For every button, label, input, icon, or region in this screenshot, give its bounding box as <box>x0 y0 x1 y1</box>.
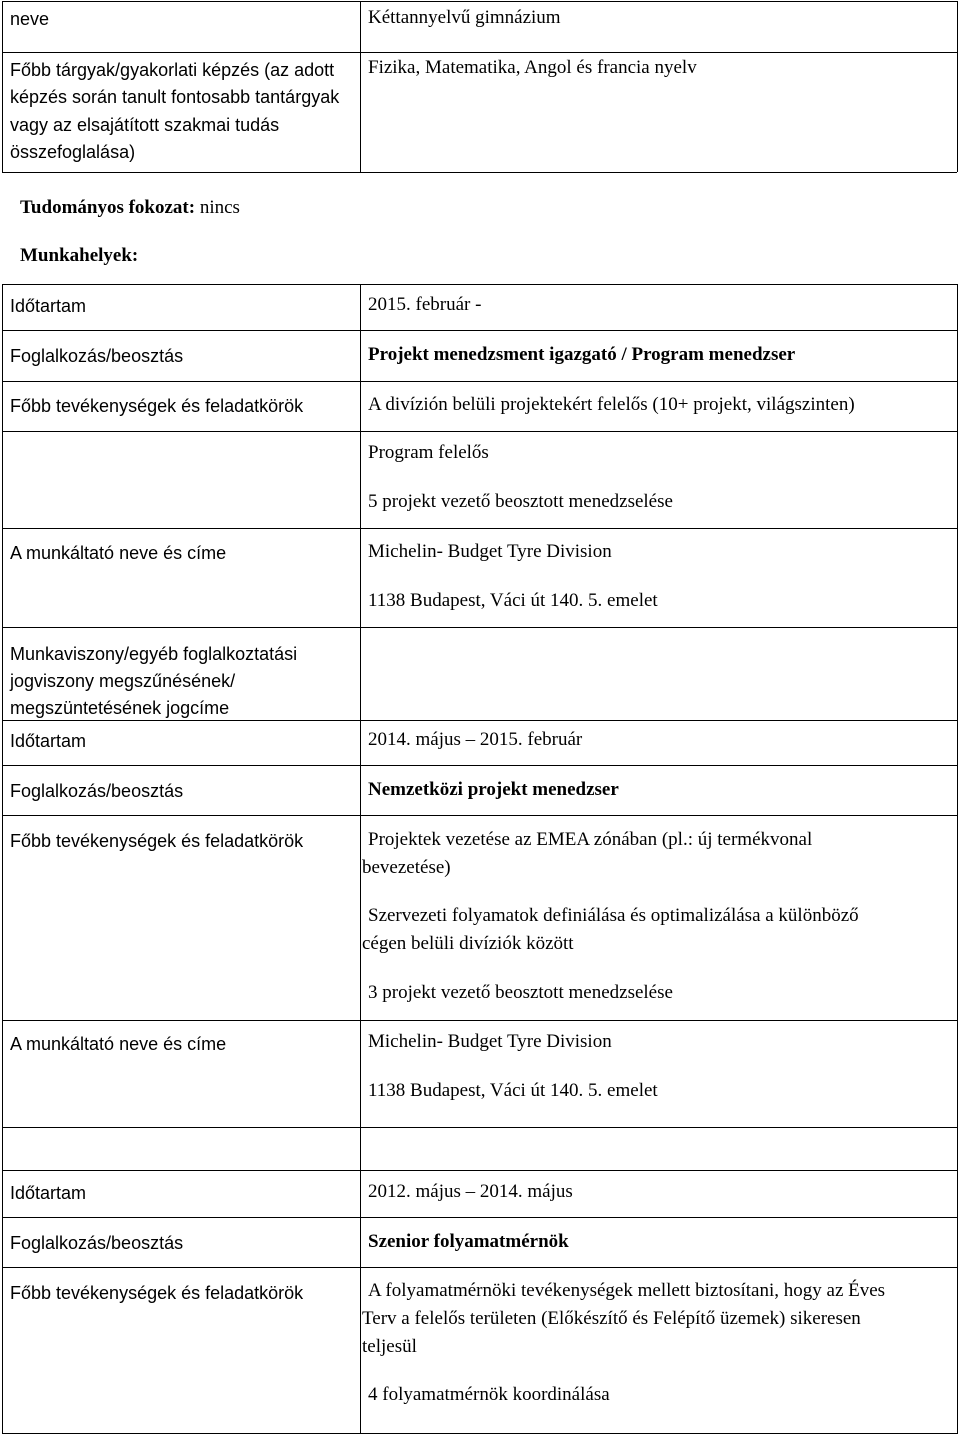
activity-item: A divízión belüli projektekért felelős (10+ projekt, világszinten) <box>368 394 855 415</box>
edu-name-label: neve <box>10 9 50 29</box>
position-label: Foglalkozás/beosztás <box>10 1233 184 1253</box>
employer-label: A munkáltató neve és címe <box>10 1034 227 1054</box>
position-label: Foglalkozás/beosztás <box>10 346 184 366</box>
activity-item: 3 projekt vezető beosztott menedzselése <box>368 982 673 1003</box>
activity-item: Program felelős <box>368 442 489 463</box>
employer-name: Michelin- Budget Tyre Division <box>368 1031 612 1052</box>
duration-value: 2014. május – 2015. február <box>368 729 583 750</box>
degree-value: nincs <box>199 197 240 218</box>
position-value: Nemzetközi projekt menedzser <box>368 779 619 800</box>
activities-label: Főbb tevékenységek és feladatkörök <box>10 1283 304 1303</box>
activity-item: 4 folyamatmérnök koordinálása <box>368 1384 610 1405</box>
employer-address: 1138 Budapest, Váci út 140. 5. emelet <box>368 590 658 611</box>
position-value: Projekt menedzsment igazgató / Program menedzser <box>368 344 796 365</box>
workplaces-heading: Munkahelyek: <box>20 245 139 266</box>
duration-value: 2012. május – 2014. május <box>368 1181 573 1202</box>
edu-name-value: Kéttannyelvű gimnázium <box>368 7 561 28</box>
position-label: Foglalkozás/beosztás <box>10 781 184 801</box>
employer-label: A munkáltató neve és címe <box>10 543 227 563</box>
employer-name: Michelin- Budget Tyre Division <box>368 541 612 562</box>
activity-item: 5 projekt vezető beosztott menedzselése <box>368 491 673 512</box>
degree-line <box>20 197 240 219</box>
duration-label: Időtartam <box>10 731 87 751</box>
activities-label: Főbb tevékenységek és feladatkörök <box>10 831 304 851</box>
duration-label: Időtartam <box>10 296 87 316</box>
duration-value: 2015. február - <box>368 294 482 315</box>
degree-label: Tudományos fokozat: <box>20 197 196 218</box>
duration-label: Időtartam <box>10 1183 87 1203</box>
activities-label: Főbb tevékenységek és feladatkörök <box>10 396 304 416</box>
employer-address: 1138 Budapest, Váci út 140. 5. emelet <box>368 1080 658 1101</box>
edu-subjects-value: Fizika, Matematika, Angol és francia nyelv <box>368 57 697 78</box>
position-value: Szenior folyamatmérnök <box>368 1231 569 1252</box>
